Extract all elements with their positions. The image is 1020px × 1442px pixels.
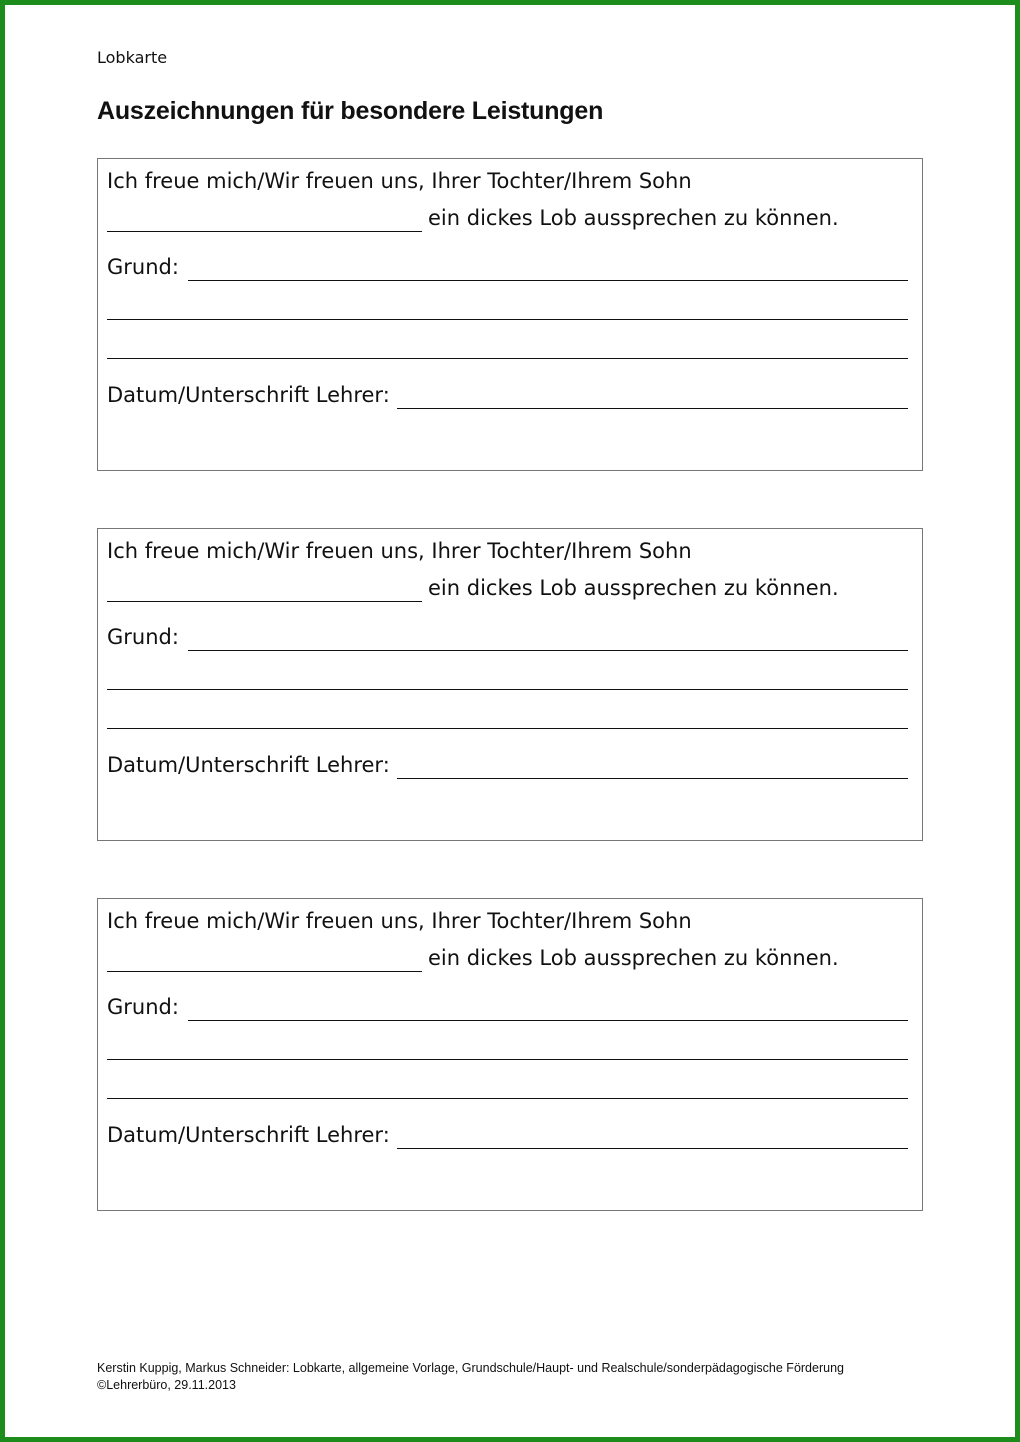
grund-field-line-3[interactable] <box>107 728 908 729</box>
signature-field[interactable] <box>397 778 908 779</box>
card-intro-text: Ich freue mich/Wir freuen uns, Ihrer Tochter/Ihrem Sohn <box>107 909 692 933</box>
card-praise-text: ein dickes Lob aussprechen zu können. <box>428 576 839 600</box>
grund-label: Grund: <box>107 625 179 649</box>
grund-label: Grund: <box>107 995 179 1019</box>
card-intro-text: Ich freue mich/Wir freuen uns, Ihrer Tochter/Ihrem Sohn <box>107 539 692 563</box>
grund-field-line-2[interactable] <box>107 319 908 320</box>
signature-label: Datum/Unterschrift Lehrer: <box>107 383 390 407</box>
grund-field-line-3[interactable] <box>107 1098 908 1099</box>
signature-field[interactable] <box>397 1148 908 1149</box>
grund-field-line-2[interactable] <box>107 689 908 690</box>
student-name-field[interactable] <box>107 231 422 232</box>
page-title: Auszeichnungen für besondere Leistungen <box>97 97 604 125</box>
card-praise-text: ein dickes Lob aussprechen zu können. <box>428 946 839 970</box>
footer <box>97 1360 844 1394</box>
praise-card <box>97 158 923 471</box>
signature-label: Datum/Unterschrift Lehrer: <box>107 1123 390 1147</box>
grund-field-line-1[interactable] <box>188 1020 908 1021</box>
grund-field-line-2[interactable] <box>107 1059 908 1060</box>
praise-card <box>97 898 923 1211</box>
grund-label: Grund: <box>107 255 179 279</box>
document-label: Lobkarte <box>97 48 168 67</box>
card-intro-text: Ich freue mich/Wir freuen uns, Ihrer Tochter/Ihrem Sohn <box>107 169 692 193</box>
grund-field-line-3[interactable] <box>107 358 908 359</box>
footer-credits: Kerstin Kuppig, Markus Schneider: Lobkarte, allgemeine Vorlage, Grundschule/Haupt- und Realschule/sonderpädagogische Förderung <box>97 1361 844 1375</box>
student-name-field[interactable] <box>107 971 422 972</box>
footer-copyright: ©Lehrerbüro, 29.11.2013 <box>97 1378 236 1392</box>
signature-field[interactable] <box>397 408 908 409</box>
card-praise-text: ein dickes Lob aussprechen zu können. <box>428 206 839 230</box>
praise-card <box>97 528 923 841</box>
student-name-field[interactable] <box>107 601 422 602</box>
grund-field-line-1[interactable] <box>188 650 908 651</box>
grund-field-line-1[interactable] <box>188 280 908 281</box>
signature-label: Datum/Unterschrift Lehrer: <box>107 753 390 777</box>
